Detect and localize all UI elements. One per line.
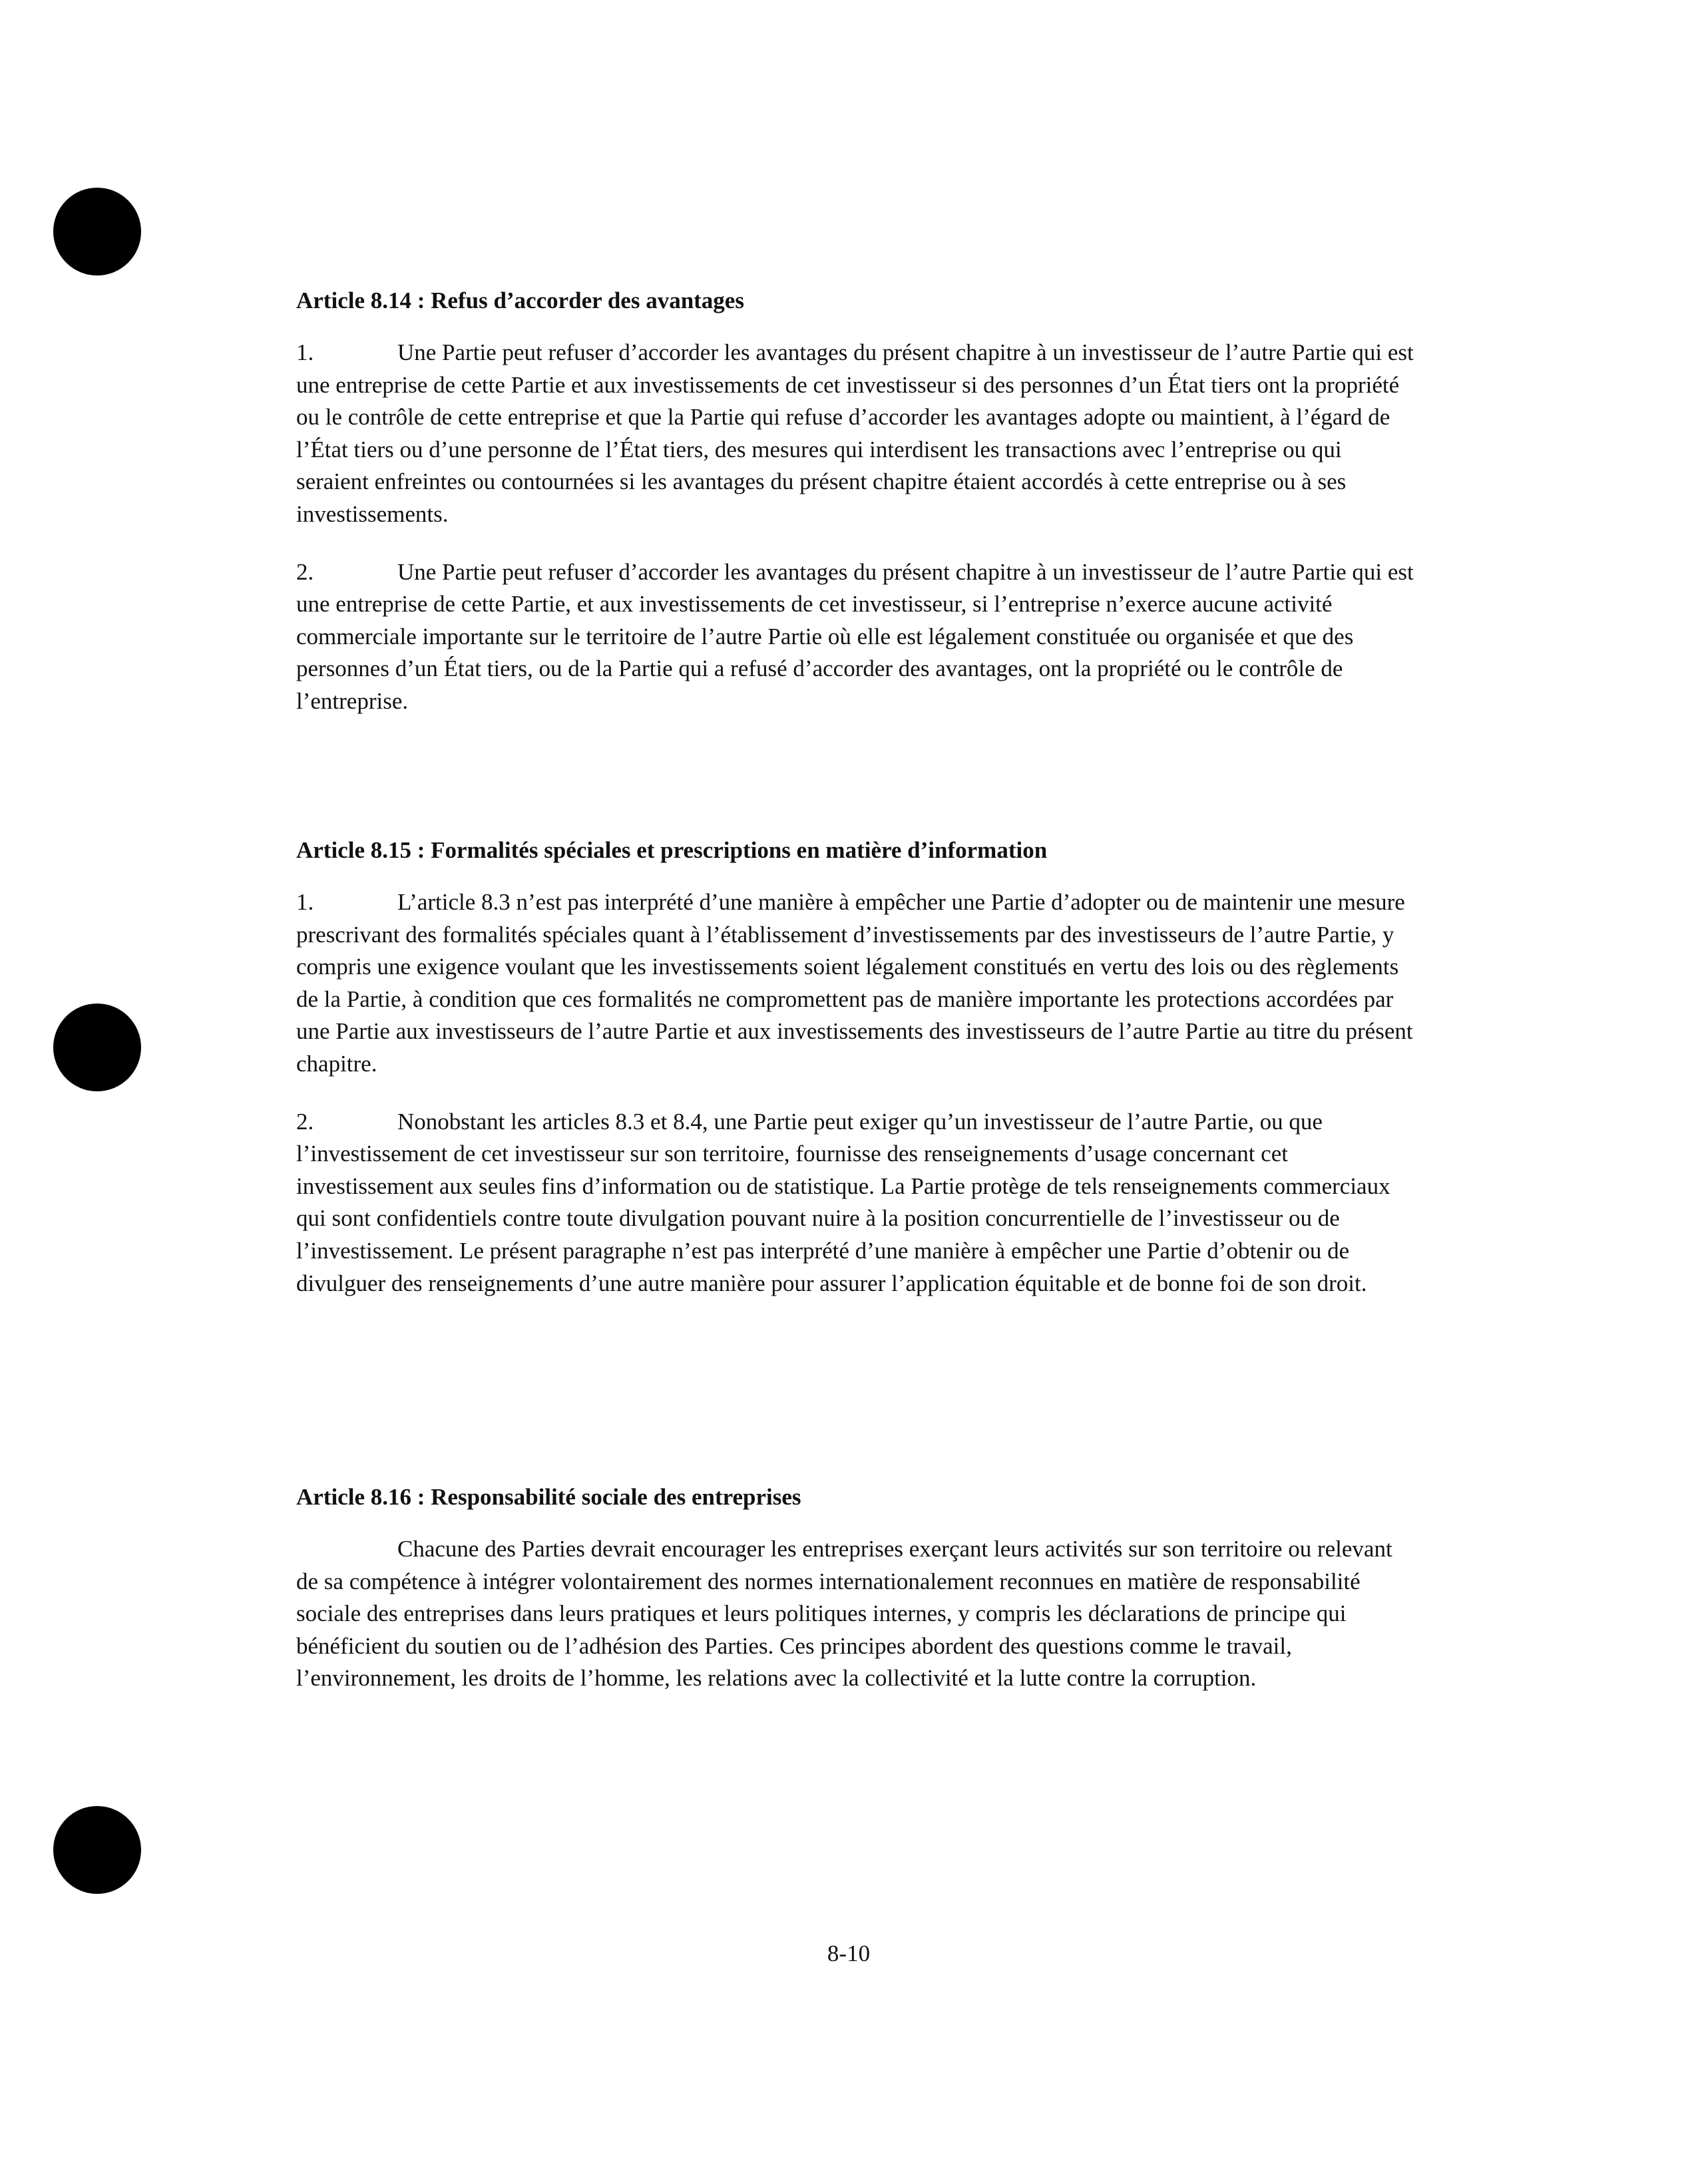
article-heading: Article 8.15 : Formalités spéciales et prescriptions en matière d’information xyxy=(296,837,1048,863)
paragraph-2 xyxy=(296,1106,1414,1300)
article-heading: Article 8.16 : Responsabilité sociale des entreprises xyxy=(296,1484,801,1510)
article-8-15 xyxy=(296,834,1414,1300)
page-number: 8-10 xyxy=(827,1940,871,1966)
paragraph-number: 1. xyxy=(296,339,314,365)
paragraph-number: 2. xyxy=(296,558,314,585)
paragraph-1 xyxy=(296,337,1414,531)
article-8-14 xyxy=(296,285,1414,718)
paragraph-text: Nonobstant les articles 8.3 et 8.4, une Partie peut exiger qu’un investisseur de l’autre Partie, ou que l’investissement de cet investisseur sur son territoire, fournisse des renseignements d’usage concernant cet investissement aux seules fins d’information ou de statistique. La Partie protège de tels renseignements commerciaux qui sont confidentiels contre toute divulgation pouvant nuire à la position concurrentielle de l’investisseur ou de l’investissement. Le présent paragraphe n’est pas interprété d’une manière à empêcher une Partie d’obtenir ou de divulguer des renseignements d’une autre manière pour assurer l’application équitable et de bonne foi de son droit. xyxy=(296,1108,1390,1296)
punch-hole-bottom xyxy=(53,1806,141,1894)
paragraph-text: Une Partie peut refuser d’accorder les avantages du présent chapitre à un investisseur de l’autre Partie qui est une entreprise de cette Partie, et aux investissements de cet investisseur, si l’entreprise n’exerce aucune activité commerciale importante sur le territoire de l’autre Partie où elle est légalement constituée ou organisée et que des personnes d’un État tiers, ou de la Partie qui a refusé d’accorder des avantages, ont la propriété ou le contrôle de l’entreprise. xyxy=(296,558,1414,714)
paragraph-1 xyxy=(296,886,1414,1081)
paragraph-text: Chacune des Parties devrait encourager les entreprises exerçant leurs activités sur son territoire ou relevant de sa compétence à intégrer volontairement des normes internationalement reconnues en matière de responsabilité sociale des entreprises dans leurs pratiques et leurs politiques internes, y compris les déclarations de principe qui bénéficient du soutien ou de l’adhésion des Parties. Ces principes abordent des questions comme le travail, l’environnement, les droits de l’homme, les relations avec la collectivité et la lutte contre la corruption. xyxy=(296,1536,1392,1692)
paragraph-number: 2. xyxy=(296,1108,314,1135)
paragraph-text: Une Partie peut refuser d’accorder les avantages du présent chapitre à un investisseur de l’autre Partie qui est une entreprise de cette Partie et aux investissements de cet investisseur si des personnes d’un État tiers ont la propriété ou le contrôle de cette entreprise et que la Partie qui refuse d’accorder les avantages adopte ou maintient, à l’égard de l’État tiers ou d’une personne de l’État tiers, des mesures qui interdisent les transactions avec l’entreprise ou qui seraient enfreintes ou contournées si les avantages du présent chapitre étaient accordés à cette entreprise ou à ses investissements. xyxy=(296,339,1414,527)
paragraph-text: L’article 8.3 n’est pas interprété d’une manière à empêcher une Partie d’adopter ou de maintenir une mesure prescrivant des formalités spéciales quant à l’établissement d’investissements par des investisseurs de l’autre Partie, y compris une exigence voulant que les investissements soient légalement constitués en vertu des lois ou des règlements de la Partie, à condition que ces formalités ne compromettent pas de manière importante les protections accordées par une Partie aux investisseurs de l’autre Partie et aux investissements des investisseurs de l’autre Partie au titre du présent chapitre. xyxy=(296,889,1413,1077)
article-8-16 xyxy=(296,1481,1414,1695)
punch-hole-middle xyxy=(53,1003,141,1091)
article-heading: Article 8.14 : Refus d’accorder des avantages xyxy=(296,287,744,313)
paragraph-2 xyxy=(296,556,1414,718)
paragraph-number: 1. xyxy=(296,889,314,915)
punch-hole-top xyxy=(53,188,141,275)
